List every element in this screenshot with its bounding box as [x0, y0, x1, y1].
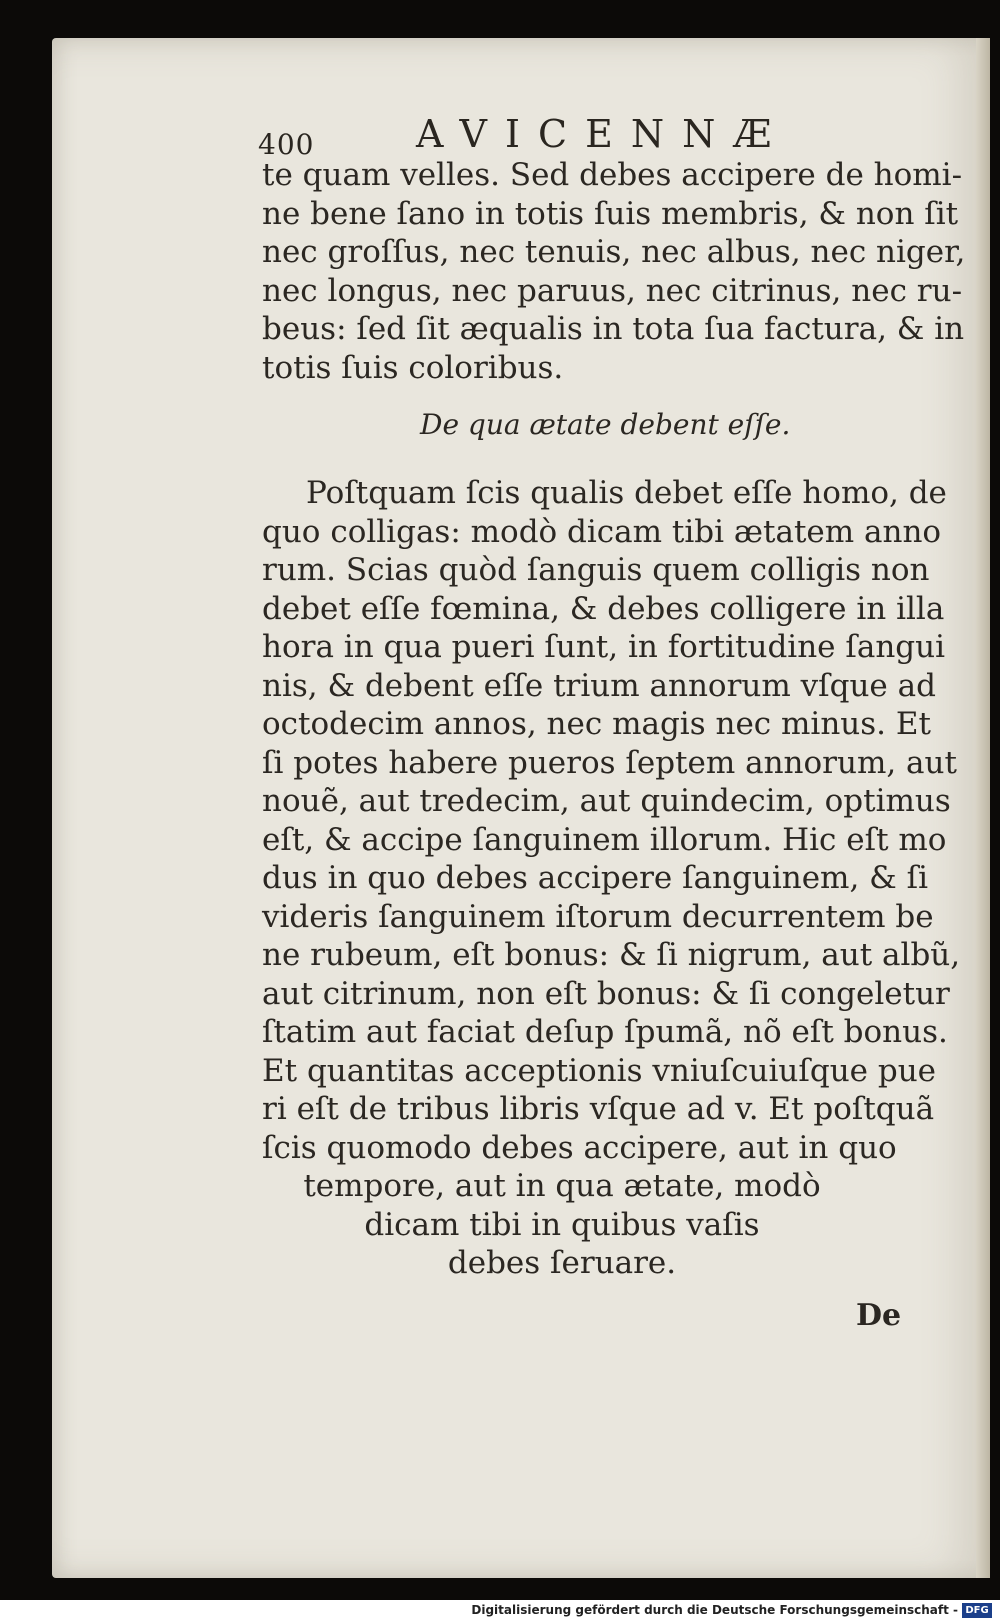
text-line: aut citrinum, non eſt bonus: & ſi congeletur	[262, 975, 950, 1012]
text-line: dus in quo debes accipere ſanguinem, & ſi	[262, 860, 929, 896]
text-line-centered: debes ſeruare.	[447, 1245, 677, 1281]
dfg-logo-icon: DFG	[962, 1603, 992, 1618]
text-line: ne rubeum, eſt bonus: & ſi nigrum, aut albũ,	[262, 937, 961, 973]
text-line: nis, & debent eſſe trium annorum vſque ad	[262, 667, 936, 704]
text-line-centered: tempore, aut in qua ætate, modò	[303, 1168, 821, 1204]
running-title: AVICENNÆ	[416, 112, 790, 156]
catchword: De	[856, 1298, 902, 1333]
paragraph-2	[262, 474, 961, 1283]
text-line: totis ſuis coloribus.	[262, 349, 564, 386]
text-line: Poſtquam ſcis qualis debet eſſe homo, de	[306, 475, 947, 511]
text-line-centered: ſcis quomodo debes accipere, aut in quo	[262, 1129, 897, 1166]
text-line: ri eſt de tribus libris vſque ad v. Et poſtquã	[262, 1091, 935, 1127]
text-line: eſt, & accipe ſanguinem illorum. Hic eſt mo	[262, 821, 947, 858]
paragraph-1	[262, 156, 966, 387]
text-line-centered: dicam tibi in quibus vaſis	[364, 1206, 760, 1243]
section-heading: De qua ætate debent eſſe.	[420, 408, 791, 441]
text-line: nouẽ, aut tredecim, aut quindecim, optimus	[262, 783, 951, 819]
footer-bar	[0, 1600, 1000, 1622]
text-line: debet eſſe fœmina, & debes colligere in illa	[262, 590, 945, 627]
text-line: quo colligas: modò dicam tibi ætatem anno	[262, 513, 942, 550]
text-line: te quam velles. Sed debes accipere de homi-	[262, 157, 963, 193]
text-line: nec groſſus, nec tenuis, nec albus, nec niger,	[262, 234, 966, 270]
text-line: hora in qua pueri ſunt, in fortitudine ſangui	[262, 629, 946, 665]
text-line: videris ſanguinem iſtorum decurrentem be	[262, 898, 934, 935]
text-line: ſtatim aut faciat deſup ſpumã, nõ eſt bonus.	[262, 1014, 948, 1050]
text-line: rum. Scias quòd ſanguis quem colligis non	[262, 552, 930, 588]
text-line: Et quantitas acceptionis vniuſcuiuſque pue	[262, 1052, 937, 1089]
text-line: beus: ſed ſit æqualis in tota ſua factura, & in	[262, 311, 965, 347]
text-line: ne bene ſano in totis ſuis membris, & non ſit	[262, 195, 959, 232]
page-header	[258, 112, 878, 162]
page-number: 400	[258, 128, 315, 161]
page-edge	[976, 38, 990, 1578]
text-line: octodecim annos, nec magis nec minus. Et	[262, 706, 931, 742]
footer-credit: Digitalisierung gefördert durch die Deutsche Forschungsgemeinschaft -	[471, 1603, 958, 1617]
text-line: ſi potes habere pueros ſeptem annorum, aut	[262, 744, 957, 781]
text-line: nec longus, nec paruus, nec citrinus, nec ru-	[262, 272, 963, 309]
